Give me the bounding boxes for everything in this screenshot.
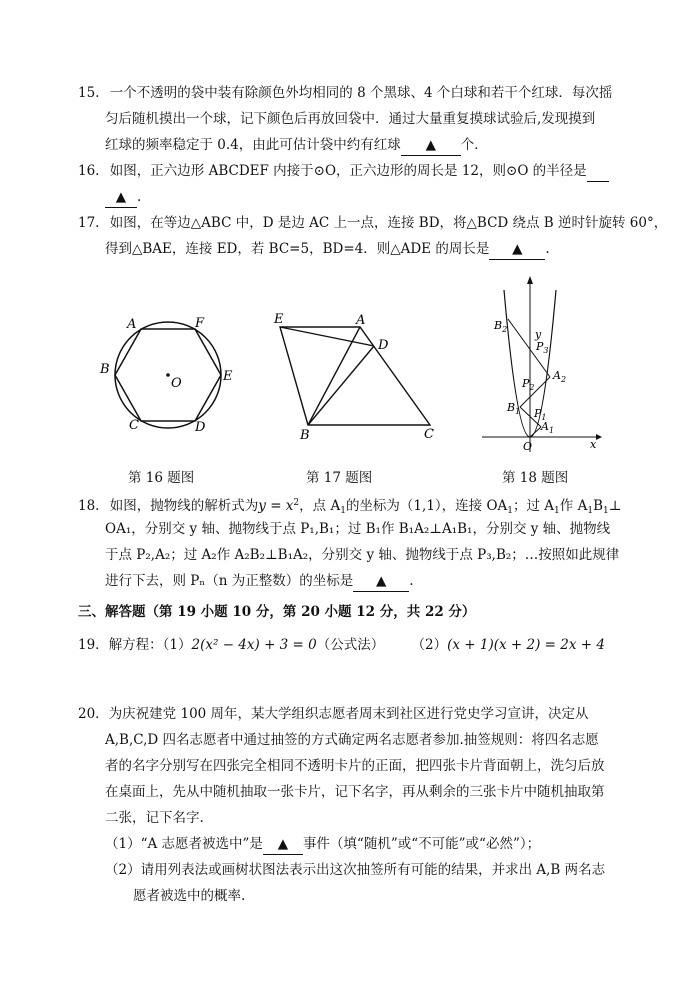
q18-text-1d: ；过 A	[513, 498, 555, 514]
label-x: x	[590, 438, 597, 451]
q19-line	[78, 635, 605, 655]
q19-equation-1: 2(x² − 4x) + 3 = 0	[191, 637, 317, 653]
label-a: A	[356, 313, 366, 328]
q17-text-1: 如图，在等边△ABC 中，D 是边 AC 上一点，连接 BD，将△BCD 绕点 B 逆时针旋转 60°，	[109, 215, 668, 231]
x-axis-arrow	[596, 434, 602, 440]
label-d: D	[195, 420, 206, 435]
q18-text-1c: 的坐标为（1,1），连接 OA	[345, 498, 508, 514]
figure-16-caption: 第 16 题图	[128, 470, 195, 486]
label-a: A	[127, 317, 137, 332]
q18-line4	[105, 571, 414, 592]
q18-text-1g: ⊥	[608, 498, 622, 514]
q18-line2: OA₁，分别交 y 轴、抛物线于点 P₁,B₁；过 B₁作 B₁A₂⊥A₁B₁，分别交 y 轴、抛物线	[105, 521, 611, 537]
label-origin: O	[523, 440, 533, 453]
q15-number: 15.	[78, 85, 100, 101]
q16-end: .	[137, 189, 142, 205]
q20-line2: A,B,C,D 四名志愿者中通过抽签的方式确定两名志愿者参加.抽签规则：将四名志愿	[105, 732, 599, 748]
q17-line2	[105, 239, 550, 260]
figure-17-caption: 第 17 题图	[306, 470, 373, 486]
q16-blank-start	[587, 161, 609, 182]
q17-answer-blank: ▲	[489, 239, 545, 260]
q16-number: 16.	[78, 163, 100, 179]
q18-number: 18.	[78, 498, 100, 514]
y-axis-arrow	[527, 276, 533, 284]
q17-number: 17.	[78, 215, 100, 231]
q19-number: 19．	[78, 637, 109, 653]
section-3-title: 三、解答题（第 19 小题 10 分，第 20 小题 12 分，共 22 分）	[78, 604, 476, 620]
q20-line4: 在桌面上，先从中随机抽取一张卡片，记下名字，再从剩余的三张卡片中随机抽取第	[105, 784, 605, 800]
q20-line1	[78, 704, 589, 724]
figure-18-parabola	[478, 270, 608, 455]
label-f: F	[195, 316, 205, 331]
label-d: D	[378, 338, 389, 353]
label-e: E	[223, 369, 233, 384]
q16-answer-blank: ▲	[105, 187, 137, 208]
label-a1: $A_1$	[541, 420, 555, 435]
q19-text: 解方程：（1）	[108, 637, 192, 653]
q20-sub1-blank: ▲	[263, 834, 303, 855]
q20-line5: 二张，记下名字.	[105, 810, 204, 826]
label-b2: $B_2$	[494, 319, 508, 334]
q18-text-1a: 如图，抛物线的解析式为	[109, 498, 259, 514]
q18-equation: y = x	[258, 498, 294, 514]
q15-line1	[78, 83, 612, 103]
q18-text-1f: B	[593, 498, 603, 514]
q15-answer-blank: ▲	[401, 135, 461, 156]
q18-text-4: 进行下去，则 Pₙ（n 为正整数）的坐标是	[105, 573, 354, 589]
q15-line3	[105, 135, 488, 156]
q19-method: （公式法）	[316, 637, 385, 653]
q18-answer-blank: ▲	[353, 571, 409, 592]
q17-line1	[78, 213, 667, 233]
label-y: y	[535, 328, 542, 341]
q18-line3: 于点 P₂,A₂；过 A₂作 A₂B₂⊥B₁A₂，分别交 y 轴、抛物线于点 P₃,B₂；…按照如此规律	[105, 547, 620, 563]
center-point	[166, 373, 170, 377]
q18-line1: 18. 如图，抛物线的解析式为$y = x^2$，点 $A_1$的坐标为（1,1），连接 $OA_1$；过 $A_1$作 $A_1B_1\perp$	[78, 498, 622, 516]
label-p1: $P_1$	[534, 407, 547, 422]
figure-18-caption: 第 18 题图	[502, 470, 569, 486]
q15-text-1: 一个不透明的袋中装有除颜色外均相同的 8 个黑球、4 个白球和若干个红球．每次摇	[109, 85, 613, 101]
q15-text-3b: 个．	[460, 137, 488, 153]
label-a2: $A_2$	[553, 369, 567, 384]
q15-text-3: 红球的频率稳定于 0.4，由此可估计袋中约有红球	[105, 137, 401, 153]
segment-bd	[308, 346, 374, 425]
label-c: C	[424, 427, 434, 442]
q18-equation-exp: 2	[293, 498, 300, 508]
q16-line1	[78, 161, 609, 182]
label-b: B	[300, 428, 310, 443]
q16-line2	[105, 187, 141, 208]
q20-sub2-line2: 愿者被选中的概率.	[133, 888, 246, 904]
label-o: O	[171, 376, 182, 391]
q17-text-2: 得到△BAE，连接 ED，若 BC=5，BD=4．则△ADE 的周长是	[105, 241, 490, 257]
label-e: E	[274, 312, 284, 327]
figure-16-hexagon	[95, 305, 245, 445]
label-c: C	[129, 418, 139, 433]
q20-sub1-text-a: （1）“A 志愿者被选中”是	[105, 836, 263, 852]
segment-ed	[280, 327, 374, 346]
q20-sub2-line1: （2）请用列表法或画树状图法表示出这次抽签所有可能的结果，并求出 A,B 两名志	[105, 862, 606, 878]
q20-number: 20．	[78, 706, 109, 722]
label-p3: $P_3$	[536, 340, 549, 355]
q20-sub1-text-b: 事件（填“随机”或“不可能”或“必然”）；	[302, 836, 541, 852]
figure-17-triangle	[268, 305, 443, 445]
q20-line3: 者的名字分别写在四张完全相同不透明卡片的正面，把四张卡片背面朝上，洗匀后放	[105, 758, 605, 774]
q18-end: .	[409, 573, 414, 589]
q19-part-2: （2）	[418, 637, 448, 653]
q17-end: .	[545, 241, 550, 257]
q20-text-1: 为庆祝建党 100 周年，某大学组织志愿者周末到社区进行党史学习宣讲，决定从	[108, 706, 589, 722]
q20-sub1	[105, 834, 540, 855]
label-p2: $P_2$	[522, 377, 535, 392]
q15-line2: 匀后随机摸出一个球，记下颜色后再放回袋中．通过大量重复摸球试验后,发现摸到	[105, 111, 596, 127]
q16-text: 如图，正六边形 ABCDEF 内接于⊙O，正六边形的周长是 12，则⊙O 的半径是	[109, 163, 587, 179]
segment-oa1	[530, 427, 541, 437]
q18-text-1e: 作 A	[559, 498, 588, 514]
q19-equation-2: (x + 1)(x + 2) = 2x + 4	[447, 637, 605, 653]
q18-text-1b: ，点 A	[299, 498, 341, 514]
label-b1: $B_1$	[507, 401, 521, 416]
segment-ba	[308, 327, 360, 425]
label-b: B	[100, 362, 110, 377]
